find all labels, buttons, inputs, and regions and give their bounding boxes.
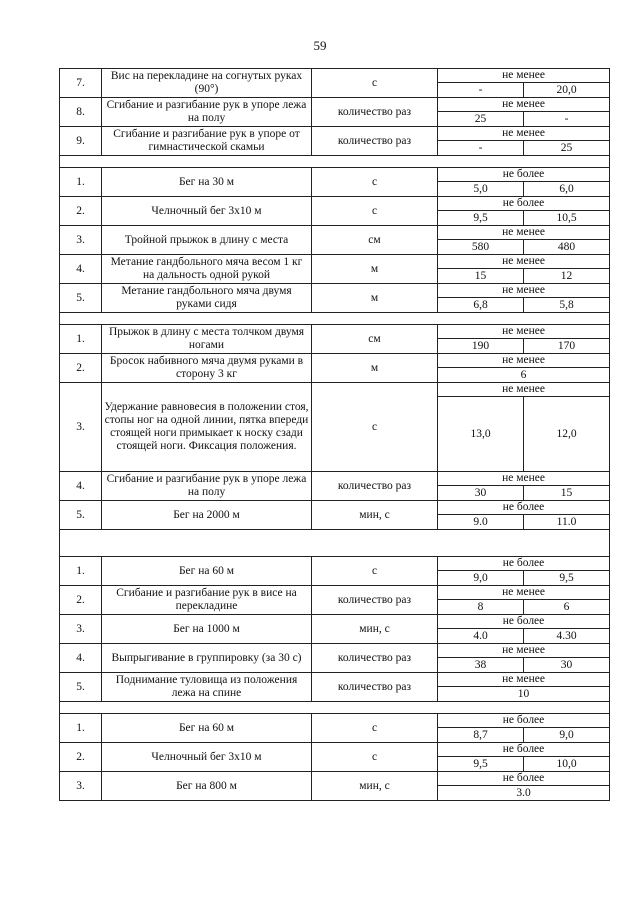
- test-name: Сгибание и разгибание рук в упоре лежа на полу: [102, 98, 312, 127]
- table-row: [60, 98, 610, 112]
- value-boys: 5,0: [438, 182, 524, 197]
- condition-label: не менее: [438, 644, 610, 658]
- condition-label: не менее: [438, 69, 610, 83]
- table-row: [60, 255, 610, 269]
- condition-label: не более: [438, 743, 610, 757]
- row-number: 4.: [60, 255, 102, 284]
- row-number: 1.: [60, 168, 102, 197]
- value-girls: 12,0: [524, 397, 610, 472]
- row-number: 2.: [60, 354, 102, 383]
- unit: количество раз: [312, 586, 438, 615]
- value-boys: -: [438, 83, 524, 98]
- test-name: Выпрыгивание в группировку (за 30 с): [102, 644, 312, 673]
- condition-label: не более: [438, 168, 610, 182]
- unit: количество раз: [312, 98, 438, 127]
- value-girls: 20,0: [524, 83, 610, 98]
- section-title: [60, 530, 610, 557]
- test-name: Поднимание туловища из положения лежа на спине: [102, 673, 312, 702]
- table-row: [60, 354, 610, 368]
- row-number: 3.: [60, 615, 102, 644]
- table-row: [60, 197, 610, 211]
- table-row: [60, 772, 610, 786]
- unit: количество раз: [312, 472, 438, 501]
- value-girls: 4.30: [524, 629, 610, 644]
- test-name: Сгибание и разгибание рук в упоре лежа на полу: [102, 472, 312, 501]
- value-boys: 190: [438, 339, 524, 354]
- value-girls: 10,0: [524, 757, 610, 772]
- value-boys: 9,5: [438, 757, 524, 772]
- value-boys: 9.0: [438, 515, 524, 530]
- test-name: Тройной прыжок в длину с места: [102, 226, 312, 255]
- table-row: [60, 615, 610, 629]
- value-boys: 8,7: [438, 728, 524, 743]
- value-girls: 10,5: [524, 211, 610, 226]
- table-row: [60, 714, 610, 728]
- unit: мин, с: [312, 615, 438, 644]
- condition-label: не менее: [438, 98, 610, 112]
- row-number: 3.: [60, 383, 102, 472]
- unit: с: [312, 69, 438, 98]
- test-name: Челночный бег 3х10 м: [102, 197, 312, 226]
- test-name: Челночный бег 3х10 м: [102, 743, 312, 772]
- test-name: Прыжок в длину с места толчком двумя ногами: [102, 325, 312, 354]
- test-name: Бег на 60 м: [102, 714, 312, 743]
- test-name: Вис на перекладине на согнутых руках (90°): [102, 69, 312, 98]
- value-boys: 8: [438, 600, 524, 615]
- row-number: 2.: [60, 743, 102, 772]
- test-name: Бросок набивного мяча двумя руками в сторону 3 кг: [102, 354, 312, 383]
- section-title: [60, 702, 610, 714]
- unit: с: [312, 197, 438, 226]
- value-girls: 25: [524, 141, 610, 156]
- section-header-row: [60, 313, 610, 325]
- condition-label: не более: [438, 772, 610, 786]
- unit: см: [312, 325, 438, 354]
- table-row: [60, 501, 610, 515]
- row-number: 8.: [60, 98, 102, 127]
- condition-label: не менее: [438, 472, 610, 486]
- condition-label: не менее: [438, 255, 610, 269]
- unit: м: [312, 354, 438, 383]
- unit: см: [312, 226, 438, 255]
- unit: с: [312, 714, 438, 743]
- value-girls: -: [524, 112, 610, 127]
- value-girls: 5,8: [524, 298, 610, 313]
- condition-label: не менее: [438, 284, 610, 298]
- row-number: 4.: [60, 472, 102, 501]
- value-boys: 38: [438, 658, 524, 673]
- value-boys: 580: [438, 240, 524, 255]
- condition-label: не более: [438, 557, 610, 571]
- table-row: [60, 383, 610, 397]
- table-row: [60, 673, 610, 687]
- value-girls: 6,0: [524, 182, 610, 197]
- page-number: 59: [313, 38, 327, 53]
- condition-label: не менее: [438, 383, 610, 397]
- test-name: Сгибание и разгибание рук в висе на перекладине: [102, 586, 312, 615]
- section-header-row: [60, 702, 610, 714]
- row-number: 9.: [60, 127, 102, 156]
- row-number: 3.: [60, 772, 102, 801]
- unit: м: [312, 284, 438, 313]
- condition-label: не менее: [438, 226, 610, 240]
- table-row: [60, 743, 610, 757]
- value-both: 6: [438, 368, 610, 383]
- row-number: 5.: [60, 284, 102, 313]
- unit: мин, с: [312, 772, 438, 801]
- test-name: Сгибание и разгибание рук в упоре от гимнастической скамьи: [102, 127, 312, 156]
- value-girls: 30: [524, 658, 610, 673]
- table-row: [60, 69, 610, 83]
- condition-label: не более: [438, 501, 610, 515]
- value-girls: 480: [524, 240, 610, 255]
- table-row: [60, 226, 610, 240]
- row-number: 1.: [60, 557, 102, 586]
- test-name: Бег на 1000 м: [102, 615, 312, 644]
- section-title: [60, 313, 610, 325]
- value-girls: 9,0: [524, 728, 610, 743]
- unit: с: [312, 168, 438, 197]
- test-name: Бег на 800 м: [102, 772, 312, 801]
- value-both: 10: [438, 687, 610, 702]
- table-row: [60, 284, 610, 298]
- test-name: Удержание равновесия в положении стоя, стопы ног на одной линии, пятка впереди стоящей ноги примыкает к носку сзади стоящей ноги. Фиксация положения.: [102, 383, 312, 472]
- condition-label: не более: [438, 714, 610, 728]
- condition-label: не менее: [438, 354, 610, 368]
- table-row: [60, 586, 610, 600]
- value-boys: -: [438, 141, 524, 156]
- row-number: 4.: [60, 644, 102, 673]
- row-number: 2.: [60, 586, 102, 615]
- row-number: 1.: [60, 325, 102, 354]
- standards-table: [59, 68, 610, 801]
- unit: с: [312, 557, 438, 586]
- row-number: 1.: [60, 714, 102, 743]
- unit: мин, с: [312, 501, 438, 530]
- value-boys: 13,0: [438, 397, 524, 472]
- value-boys: 30: [438, 486, 524, 501]
- section-header-row: [60, 530, 610, 557]
- value-girls: 9,5: [524, 571, 610, 586]
- table-row: [60, 168, 610, 182]
- value-girls: 11.0: [524, 515, 610, 530]
- value-girls: 170: [524, 339, 610, 354]
- table-row: [60, 127, 610, 141]
- row-number: 3.: [60, 226, 102, 255]
- value-both: 3.0: [438, 786, 610, 801]
- condition-label: не менее: [438, 586, 610, 600]
- value-boys: 25: [438, 112, 524, 127]
- condition-label: не более: [438, 615, 610, 629]
- value-girls: 12: [524, 269, 610, 284]
- unit: количество раз: [312, 673, 438, 702]
- unit: м: [312, 255, 438, 284]
- value-girls: 15: [524, 486, 610, 501]
- value-boys: 9,5: [438, 211, 524, 226]
- table-row: [60, 557, 610, 571]
- row-number: 7.: [60, 69, 102, 98]
- unit: количество раз: [312, 127, 438, 156]
- table-row: [60, 644, 610, 658]
- row-number: 5.: [60, 501, 102, 530]
- condition-label: не менее: [438, 673, 610, 687]
- table-row: [60, 325, 610, 339]
- test-name: Бег на 30 м: [102, 168, 312, 197]
- unit: с: [312, 743, 438, 772]
- section-title: [60, 156, 610, 168]
- row-number: 2.: [60, 197, 102, 226]
- value-boys: 6,8: [438, 298, 524, 313]
- unit: с: [312, 383, 438, 472]
- condition-label: не менее: [438, 325, 610, 339]
- section-header-row: [60, 156, 610, 168]
- unit: количество раз: [312, 644, 438, 673]
- value-boys: 15: [438, 269, 524, 284]
- value-boys: 9,0: [438, 571, 524, 586]
- value-girls: 6: [524, 600, 610, 615]
- test-name: Метание гандбольного мяча весом 1 кг на дальность одной рукой: [102, 255, 312, 284]
- table-row: [60, 472, 610, 486]
- value-boys: 4.0: [438, 629, 524, 644]
- row-number: 5.: [60, 673, 102, 702]
- test-name: Бег на 60 м: [102, 557, 312, 586]
- test-name: Метание гандбольного мяча двумя руками сидя: [102, 284, 312, 313]
- test-name: Бег на 2000 м: [102, 501, 312, 530]
- condition-label: не более: [438, 197, 610, 211]
- condition-label: не менее: [438, 127, 610, 141]
